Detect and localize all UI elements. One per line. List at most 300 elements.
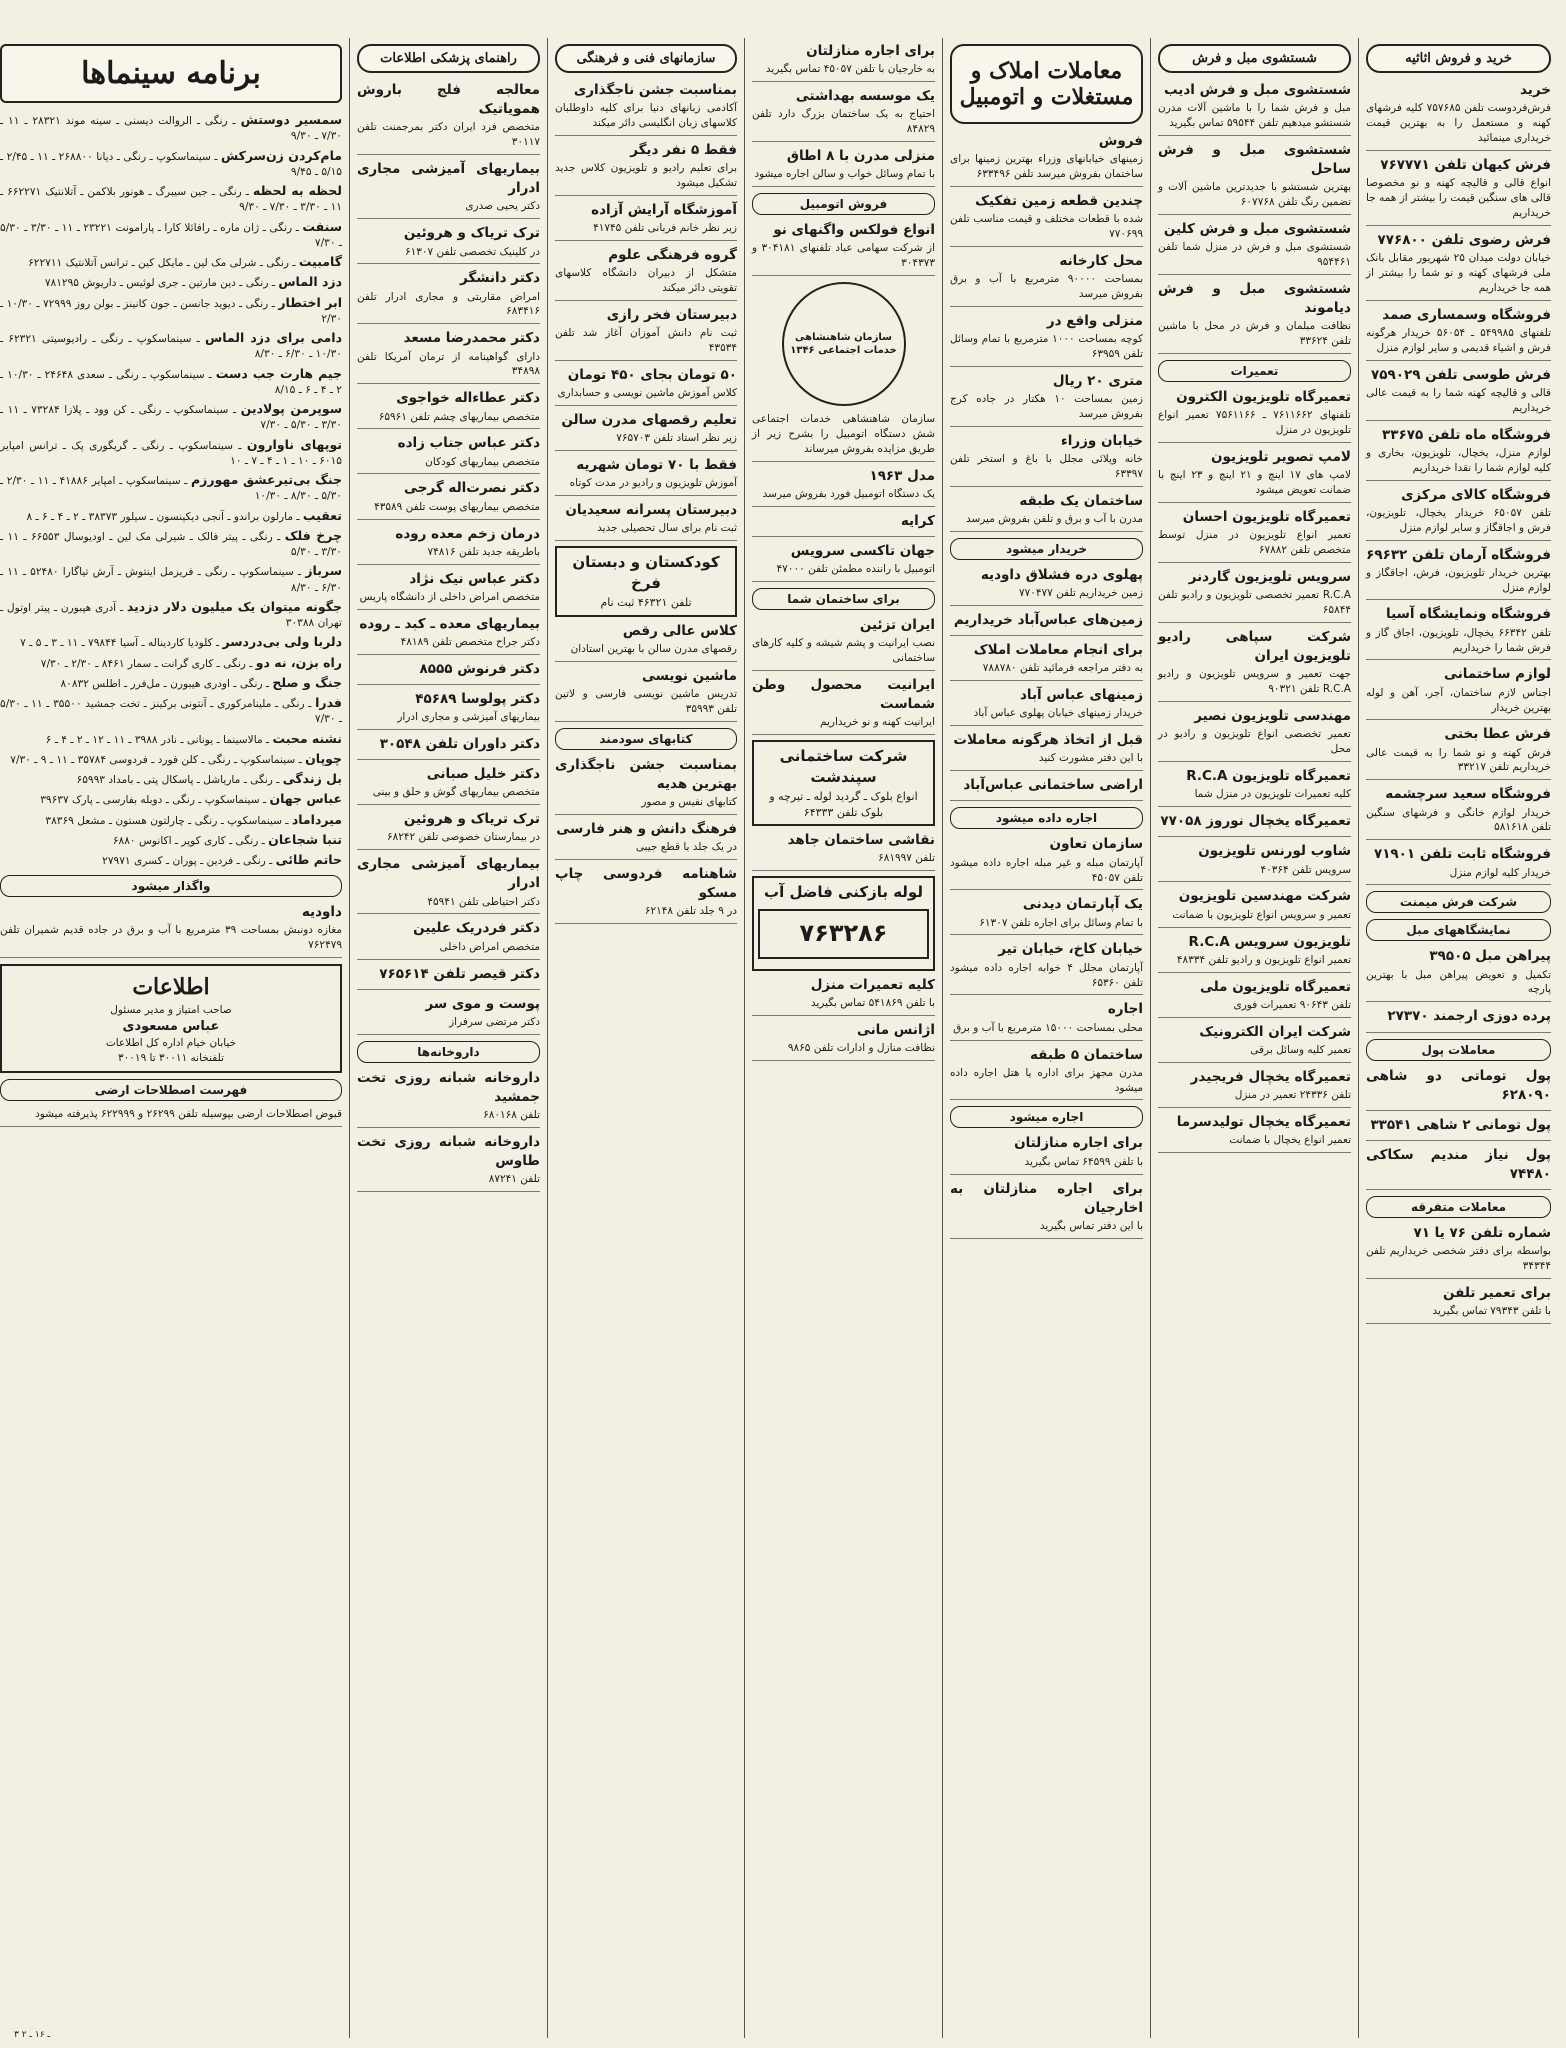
ad-item [752, 616, 935, 671]
film-details: ـ مارلون براندو ـ آنجی دیکینسون ـ سیلور ۳۸۳۷۳ ـ ۲ ـ ۴ ـ ۶ ـ ۸ [26, 510, 300, 523]
film-title: جگونه میتوان یک میلیون دلار دزدید [126, 598, 342, 614]
ad-item [357, 160, 540, 219]
sub-header-pharmacies: داروخانه‌ها [357, 1041, 540, 1063]
film-details: ـ سینماسکوپ ـ رنگی ـ گریگوری پک ـ ترانس امپایر ۶۰۱۵ ـ ۱۰ ـ ۱ ـ ۴ ـ ۷ ـ ۱۰ [0, 439, 342, 467]
ad-body: ثبت نام دانش آموزان آغاز شد تلفن ۴۳۵۳۴ [555, 327, 737, 355]
film-details: ـ سینماسکوپ ـ رنگی ـ کن وود ـ پلازا ۷۳۲۸۴ ـ ۱۱ ـ ۳/۳۰ ـ ۵/۳۰ ـ ۷/۳۰ [0, 404, 342, 432]
film-title: فدرا [315, 695, 342, 710]
ad-item [555, 501, 737, 541]
ad-body: به خارجیان با تلفن ۴۵۰۵۷ تماس بگیرید [765, 63, 935, 76]
ad-item [752, 512, 935, 537]
film-title: سنفت [302, 218, 343, 234]
ad-item [950, 492, 1143, 532]
ad-title: بمناسبت جشن ناجگذاری [573, 82, 737, 98]
ad-body: محلی بمساحت ۱۵۰۰۰ مترمربع با آب و برق [953, 1021, 1143, 1034]
ad-item [752, 676, 935, 735]
ad-title: دبیرستان پسرانه سعیدیان [565, 502, 737, 519]
film-details: ـ رنگی ـ ژان ماره ـ رافائلا کارا ـ پارامونت ۲۳۲۲۱ ـ ۱۱ ـ ۳/۳۰ ـ ۵/۳۰ ـ ۷/۳۰ [0, 221, 342, 249]
cinema-entry [0, 633, 342, 651]
ad-title: تعلیم رقصهای مدرن سالن [561, 412, 737, 428]
ad-title: فروشگاه سعید سرچشمه [1385, 786, 1551, 803]
ad-title: بیماریهای آمیزشی مجاری ادرار [357, 856, 540, 892]
ad-item [752, 87, 935, 142]
ad-body: آپارتمان مجلل ۴ خوابه اجاره داده میشود تلفن ۶۵۳۶۰ [950, 961, 1143, 989]
ad-item [1158, 508, 1351, 563]
ad-body: کلاس آموزش ماشین نویسی و حسابداری [557, 387, 737, 400]
ad-title: دکتر محمدرضا مسعد [403, 330, 540, 347]
ad-item [950, 686, 1143, 726]
ad-item [357, 1133, 540, 1192]
ad-item [1158, 1023, 1351, 1063]
film-title: چرخ فلک [284, 527, 342, 543]
ad-body: تعمیر انواع تلویزیون و رادیو تلفن ۴۸۳۳۴ [1176, 953, 1351, 966]
film-details: ـ آدری هپبورن ـ پیتر اوتول ـ تهران ۳۰۳۸۸ [0, 601, 342, 629]
ad-item [357, 810, 540, 850]
ad-item [1366, 725, 1551, 780]
ad-title: گروه فرهنگی علوم [608, 247, 737, 263]
ad-item [555, 246, 737, 301]
ad-title: کلیه تعمیرات منزل [810, 976, 935, 993]
cinema-entry [0, 598, 342, 632]
ad-body: از شرکت سهامی عباد تلفنهای ۳۰۴۱۸۱ و ۳۰۴۳۷۳ [752, 242, 935, 270]
ad-body: امراض مقاربتی و مجاری ادرار تلفن ۶۸۳۴۱۶ [357, 290, 540, 318]
film-details: ـ مالاسینما ـ یونانی ـ نادر ۳۹۸۸ ـ ۱۱ ـ ۱۲ ـ ۲ ـ ۴ ـ ۶ [45, 733, 270, 746]
ad-item [1366, 1146, 1551, 1190]
ad-title: فروش [1098, 133, 1143, 149]
ad-title: تعمیرگاه تلویزیون ملی [1199, 978, 1351, 995]
ad-item [950, 566, 1143, 606]
ad-item [357, 995, 540, 1035]
ad-body: ایرانیت کهنه و نو خریداریم [820, 716, 935, 729]
ad-title: دکتر فردریک علیین [413, 920, 540, 937]
ad-item [752, 542, 935, 582]
ad-item [950, 1180, 1143, 1239]
ad-title: ایرانیت محصول وطن شماست [752, 677, 935, 713]
cinema-entry [0, 674, 342, 692]
ad-title: فرش کیهان تلفن ۷۶۷۷۷۱ [1380, 156, 1551, 173]
ad-body: مدرن با آب و برق و تلفن بفروش میرسد [965, 512, 1143, 525]
ad-body: بیماریهای آمیزشی و مجاری ادرار [397, 711, 540, 724]
sub-header-repairs: تعمیرات [1158, 360, 1351, 382]
ad-item [950, 312, 1143, 367]
ad-body: جهت تعمیر و سرویس تلویزیون و رادیو R.C.A تلفن ۹۰۳۲۱ [1158, 668, 1351, 696]
ad-item [555, 141, 737, 196]
ad-item [1158, 812, 1351, 837]
ad-title: ساختمان ۵ طبقه [1029, 1046, 1143, 1063]
ad-body: زمین خریداریم تلفن ۷۷۰۴۷۷ [1018, 587, 1143, 600]
ad-body: تعمیر تخصصی انواع تلویزیون و رادیو در محل [1158, 728, 1351, 756]
ad-item [1366, 486, 1551, 541]
sub-header: خریدار میشود [950, 538, 1143, 560]
ad-title: نقاشی ساختمان جاهد [787, 832, 935, 849]
ad-item [950, 1046, 1143, 1101]
ad-title: پول توماتی دو شاهی ۶۲۸۰۹۰ [1366, 1067, 1551, 1103]
ad-item [555, 456, 737, 496]
cinema-entry [0, 750, 342, 768]
ad-item [1158, 842, 1351, 882]
ad-item [357, 690, 540, 730]
ad-body: قالی و قالیچه کهنه شما را به قیمت عالی خریداریم [1366, 386, 1551, 414]
cinema-entry [0, 365, 342, 399]
film-details: ـ سینماسکوپ ـ رنگی ـ رادیوسیتی ۶۲۳۲۱ ـ ۱۰/۳۰ ـ ۶/۳۰ ـ ۸/۳۰ [0, 333, 342, 361]
ad-item [950, 731, 1143, 771]
ad-title: درمان زخم معده روده [395, 525, 540, 542]
ad-title: شستشوی مبل و فرش ساحل [1158, 141, 1351, 178]
ad-body: تلفن ۹۰۶۴۳ تعمیرات فوری [1233, 998, 1351, 1011]
ad-body: تلفن ۴۶۳۲۱ ثبت نام [600, 596, 692, 610]
ad-body: در کلینیک تخصصی تلفن ۶۱۳۰۷ [404, 245, 540, 258]
ad-title: دکتر عطاءاله خواجوی [396, 390, 540, 407]
ad-body: دکتر یحیی صدری [465, 200, 540, 213]
ad-body: تلفن ۶۸۱۹۹۷ [878, 852, 935, 865]
film-details: ـ سینماسکوپ ـ رنگی ـ چارلتون هستون ـ مشعل ۳۸۳۶۹ [45, 814, 289, 827]
ad-body: زمینهای خیابانهای وزراء بهترین زمینها برای ساختمان بفروش میرسد تلفن ۶۳۳۴۹۶ [950, 153, 1143, 181]
ad-title: دکتر فرنوش ۸۵۵۵ [419, 660, 540, 677]
section-header-culture: سازمانهای فنی و فرهنگی [555, 44, 737, 73]
ad-body: تلفن ۶۵۰۵۷ خریدار یخچال، تلویزیون، فرش و اجاقگاز و سایر لوازم منزل [1366, 506, 1552, 534]
ad-item [950, 835, 1143, 890]
ad-body: فرش کهنه و نو شما را به قیمت عالی خریداریم تلفن ۳۳۲۱۷ [1366, 746, 1551, 774]
ad-body: با تلفن ۶۴۵۹۹ تماس بگیرید [1024, 1155, 1143, 1168]
film-title: جنگ بی‌تیرعشق مهورزم [191, 472, 342, 487]
ad-title: معالجه فلج باروش همویاتیک [357, 82, 540, 118]
ad-body: تعمیر و سرویس انواع تلویزیون با ضمانت [1172, 908, 1351, 921]
ad-item [1366, 665, 1551, 720]
ad-title: فرهنگ دانش و هنر فارسی [556, 820, 737, 837]
cinema-entry [0, 111, 342, 145]
ad-body: انواع بلوک ـ گردید لوله ـ تیرچه و بلوک تلفن ۶۴۳۳۳ [769, 790, 918, 819]
cinema-entry [0, 273, 342, 291]
ad-item [950, 940, 1143, 995]
ad-title: تعمیرگاه تلویزیون الکترون [1176, 389, 1351, 406]
ad-body: متشکل از دبیران دانشگاه کلاسهای تقویتی دائر میکند [555, 267, 737, 295]
section-header-doctors: راهنمای پزشکی اطلاعات [357, 44, 540, 73]
ad-title: ترک تریاک و هروئین [403, 225, 540, 242]
ad-body: خانه ویلائی مجلل با باغ و استخر تلفن ۶۳۳۹۷ [950, 453, 1143, 480]
ad-body: مغازه دونبش بمساحت ۳۹ مترمربع با آب و برق در جاده قدیم شمیران تلفن ۷۶۲۴۷۹ [0, 924, 342, 952]
ad-title: شرکت سپاهی رادیو تلویزیون ایران [1158, 629, 1351, 665]
ad-body: خیابان دولت میدان ۲۵ شهریور مقابل بانک ملی فرشهای کهنه و نو شما را بیشتر از همه جا خریداریم [1366, 251, 1551, 294]
ad-body: نظافت منازل و ادارات تلفن ۹۸۶۵ [787, 1041, 935, 1054]
ad-title: ماشین نویسی [641, 667, 737, 684]
page-code: ۳ ـ ۱۶ ـ ۲ [14, 2030, 51, 2040]
ad-item [950, 1000, 1143, 1040]
column-culture [547, 38, 744, 2038]
ad-title: فروشگاه وسمساری صمد [1382, 306, 1551, 323]
ad-item [357, 919, 540, 959]
ad-body: متخصص امراض داخلی از دانشگاه پاریس [359, 590, 540, 603]
ad-item [950, 252, 1143, 307]
ad-title: تعمیرگاه تلویزیون R.C.A [1186, 768, 1351, 785]
ad-title: دکتر نصرت‌اله گرجی [404, 480, 540, 497]
ad-title: دکتر قیصر تلفن ۷۶۵۶۱۴ [379, 965, 540, 982]
ad-title: آموزشگاه آرایش آزاده [591, 201, 737, 218]
film-title: سمسیر دوستش [240, 112, 342, 127]
ad-body: کوچه بمساحت ۱۰۰۰ مترمربع با تمام وسائل تلفن ۶۳۹۵۹ [950, 333, 1143, 360]
sub-header: معاملات پول [1366, 1039, 1551, 1061]
ad-body: در ۹ جلد تلفن ۶۲۱۴۸ [644, 905, 737, 918]
masthead-line: خیابان خیام اداره کل اطلاعات [105, 1036, 237, 1049]
ad-title: قبل از اتخاذ هرگونه معاملات [953, 732, 1143, 749]
ad-title: فروشگاه کالای مرکزی [1401, 486, 1551, 503]
ad-item [1366, 426, 1551, 481]
ad-title: بیماریهای آمیزشی مجاری ادرار [357, 161, 540, 197]
ad-title: شستشوی مبل و فرش کلین [1163, 221, 1351, 238]
cinema-entry [0, 147, 342, 181]
film-title: گامبیت [298, 254, 342, 269]
ad-title: یک موسسه بهداشتی [795, 88, 935, 105]
cinema-entry [0, 694, 342, 728]
ad-item [357, 81, 540, 155]
ad-item [1158, 81, 1351, 136]
film-details: ـ رنگی ـ جین سیبرگ ـ هونور بلاکمن ـ آتلانتیک ۶۶۲۲۷۱ ـ ۱۱ ـ ۳/۳۰ ـ ۷/۳۰ ـ ۹/۳۰ [0, 186, 342, 214]
ad-title: شستشوی مبل و فرش دیاموند [1158, 281, 1351, 317]
boxed-ad [555, 546, 737, 616]
ad-body: تلفن ۸۷۲۴۱ [488, 1173, 540, 1186]
ad-body: تلفن ۶۸۰۱۶۸ [483, 1109, 540, 1122]
ad-item [357, 735, 540, 760]
ad-item [1366, 231, 1551, 301]
ad-body: کتابهای نفیس و مصور [641, 795, 737, 808]
ad-item [950, 192, 1143, 247]
film-title: دامی برای دزد الماس [204, 330, 342, 345]
ad-item [357, 269, 540, 324]
ad-title: دکتر داوران تلفن ۳۰۵۴۸ [379, 735, 540, 752]
ad-body: مدرن مجهز برای اداره یا هتل اجاره داده میشود [950, 1066, 1143, 1094]
ad-title: دکتر عباس جناب زاده [397, 435, 540, 452]
ad-item [357, 1069, 540, 1128]
ad-title: فرش طوسی تلفن ۷۵۹۰۲۹ [1371, 366, 1551, 383]
ad-item [1366, 156, 1551, 226]
sub-header: نمایشگاههای مبل [1366, 919, 1551, 941]
column-cinema [0, 38, 349, 2038]
ad-item [950, 776, 1143, 801]
ad-body: بهترین خریدار تلویزیون، فرش، اجاقگاز و لوازم منزل [1366, 566, 1551, 594]
ad-title: کلاس عالی رقص [622, 622, 737, 639]
ad-item [1158, 220, 1351, 275]
film-details: ـ رنگی ـ اودری هیبورن ـ مل‌فرر ـ اطلس ۸۰۸۳۲ [60, 677, 270, 690]
section-header-realestate: معاملات املاک و مستغلات و اتومبیل [950, 44, 1143, 124]
ad-item [555, 366, 737, 406]
ad-body: فرش‌فردوست تلفن ۷۵۷۶۸۵ کلیه فرشهای کهنه و مستعمل را به بهترین قیمت خریداری مینمائید [1366, 102, 1551, 144]
section-header-buysell: خرید و فروش اثاثیه [1366, 44, 1551, 73]
ad-title: پرده دوزی ارجمند ۲۷۳۷۰ [1387, 1008, 1551, 1025]
ad-title: مدل ۱۹۶۳ [869, 467, 935, 484]
ad-body: نصب ایرانیت و پشم شیشه و کلیه کارهای ساختمانی [752, 637, 935, 665]
ad-body: خریدار کلیه لوازم منزل [1449, 866, 1551, 879]
film-details: ـ رنگی ـ پیتر فالک ـ شیرلی مک لین ـ اودیوسال ۶۶۵۵۳ ـ ۱۱ ـ ۳/۳۰ ـ ۵/۳۰ [0, 530, 342, 558]
ad-body: متخصص بیماریهای چشم تلفن ۶۵۹۶۱ [378, 410, 540, 423]
ad-item [1366, 1224, 1551, 1279]
ad-title: چندین قطعه زمین تفکیک [975, 192, 1143, 209]
ad-item [357, 570, 540, 610]
ad-item [555, 622, 737, 662]
ad-title: زمینهای عباس آباد [1019, 687, 1143, 704]
ad-item [1158, 141, 1351, 215]
ad-title: فروشگاه ماه تلفن ۳۳۶۷۵ [1382, 426, 1551, 443]
film-title: مام‌کردن زن‌سرکش [220, 147, 343, 163]
cinema-entry [0, 218, 342, 252]
ad-title: خیابان کاخ، خیابان تیر [998, 941, 1143, 958]
cinema-entry [0, 294, 342, 328]
ad-title: شرکت مهندسین تلویزیون [1178, 888, 1351, 905]
ad-title: دکتر پولوسا ۴۵۶۸۹ [415, 690, 540, 707]
ad-body: تکمیل و تعویض پیراهن مبل با بهترین پارچه [1366, 968, 1551, 996]
ad-item [555, 865, 737, 924]
film-details: ـ سینماسکوپ ـ امپایر ۴۱۸۸۶ ـ ۱۱ ـ ۲/۳۰ ـ ۵/۳۰ ـ ۸/۳۰ ـ ۱۰/۳۰ [0, 475, 342, 503]
ad-item [1366, 546, 1551, 601]
film-title: ابر اختطار [278, 294, 342, 310]
ad-body: یک دستگاه اتومبیل فورد بفروش میرسد [762, 487, 935, 500]
ad-body: بواسطه برای دفتر شخصی خریداریم تلفن ۳۴۳۴۴ [1366, 1245, 1551, 1273]
ad-item [1158, 933, 1351, 973]
film-title: عباس جهان [269, 791, 342, 807]
ad-item [950, 132, 1143, 187]
ad-item [1366, 306, 1551, 361]
ad-title: لوازم ساختمانی [1444, 666, 1551, 683]
ad-body: بهترین شستشو با جدیدترین ماشین آلات و تضمین رنگ تلفن ۶۰۷۷۶۸ [1158, 181, 1351, 209]
ad-body: تلفنهای ۷۶۱۱۶۶۲ ـ ۷۵۶۱۱۶۶ تعمیر انواع تلویزیون در منزل [1158, 409, 1351, 437]
ad-title: تعمیرگاه یخچال فریجیدر [1190, 1068, 1351, 1085]
film-details: ـ رنگی ـ ماریاشل ـ پاسکال پتی ـ بامداد ۶۵۹۹۳ [76, 774, 280, 786]
film-title: لحظه به لحظه [252, 183, 343, 198]
ad-item [1158, 568, 1351, 623]
newspaper-logo: اطلاعات [132, 974, 210, 1001]
column-doctors [349, 38, 547, 2038]
ad-item [357, 615, 540, 655]
cinema-entry [0, 851, 342, 869]
ad-body: احتیاج به یک ساختمان بزرگ دارد تلفن ۸۴۸۲۹ [752, 108, 935, 136]
ad-body: آپارتمان مبله و غیر مبله اجاره داده میشود تلفن ۴۵۰۵۷ [950, 856, 1143, 884]
sub-header-land-terms: فهرست اصطلاحات ارضی [0, 1079, 342, 1101]
film-details: ـ سینماسکوپ ـ رنگی ـ دوبله بفارسی ـ پارک ۳۹۶۳۷ [40, 794, 267, 807]
ad-item [555, 411, 737, 451]
ad-body: تلفن ۶۶۳۴۲ یخچال، تلویزیون، اجاق گاز و فرش شما را خریداریم [1366, 626, 1551, 654]
ad-body: باطریقه جدید تلفن ۷۴۸۱۶ [427, 545, 540, 558]
ad-body: ثبت نام برای سال تحصیلی جدید [597, 522, 737, 535]
masthead-line: تلفنخانه ۳۰۰۱۱ تا ۳۰۰۱۹ [118, 1051, 224, 1064]
column-realestate [942, 38, 1150, 2038]
film-title: توپهای ناوارون [246, 436, 343, 452]
film-title: دلربا ولی بی‌دردسر [222, 634, 342, 650]
cinema-entry [0, 527, 342, 561]
film-details: ـ رنگی ـ دین مارتین ـ جری لوئیس ـ داریوش ۷۸۱۲۹۵ [44, 277, 275, 290]
ad-item [1158, 448, 1351, 503]
cinema-entry [0, 253, 342, 271]
ad-item [357, 660, 540, 685]
ad-item [1158, 1068, 1351, 1108]
ad-title: بیماریهای معده ـ کبد ـ روده [359, 615, 540, 632]
ad-title: تعمیرگاه تلویزیون احسان [1182, 509, 1351, 526]
film-title: سوپرمن پولادین [240, 401, 342, 416]
film-title: جنگ و صلح [272, 674, 342, 690]
ad-body: تعمیر انواع تلویزیون در منزل توسط متخصص تلفن ۶۷۸۸۲ [1158, 529, 1351, 557]
ad-item [950, 432, 1143, 487]
ad-title: فرش رضوی تلفن ۷۷۶۸۰۰ [1377, 231, 1551, 248]
ad-title: تعمیرگاه یخچال تولیدسرما [1176, 1113, 1351, 1130]
film-title: چوپان [305, 750, 342, 766]
ad-title: شاهنامه فردوسی چاپ مسکو [555, 865, 737, 902]
ad-title: برای اجاره منازلتان به اخارجیان [950, 1180, 1143, 1216]
ad-title: لوله بازکنی فاضل آب [764, 883, 923, 902]
masthead-line: عباس مسعودی [122, 1018, 220, 1034]
ad-item [1366, 785, 1551, 840]
film-title: تعقیب [302, 507, 342, 523]
cinema-entry [0, 770, 342, 788]
film-details: ـ کلودیا کاردیناله ـ آسیا ۷۹۸۴۴ ـ ۱۱ ـ ۳ ـ ۵ ـ ۷ [20, 637, 220, 650]
ad-title: خیابان وزراء [1060, 432, 1143, 449]
cinema-entry [0, 507, 342, 525]
ad-title: پیراهن مبل ۳۹۵۰۵ [1429, 948, 1551, 965]
ad-body: تدریس ماشین نویسی فارسی و لاتین تلفن ۳۵۹۹۳ [555, 687, 737, 715]
ad-body: دارای گواهینامه از ترمان آمریکا تلفن ۳۴۸۹۸ [357, 350, 540, 378]
ad-body: با این دفتر تماس بگیرید [1039, 1219, 1143, 1232]
ad-body: با این دفتر مشورت کنید [1038, 752, 1143, 765]
ad-body: متخصص بیماریهای گوش و حلق و بینی [372, 786, 540, 799]
ad-title: مهندسی تلویزیون نصیر [1194, 708, 1351, 725]
ad-title: سرویس تلویزیون گاردنر [1188, 569, 1351, 586]
ad-title: پول تومانی ۲ شاهی ۳۳۵۴۱ [1370, 1116, 1551, 1133]
ad-body: انواع قالی و قالیچه کهنه و نو مخصوصا قالی های سنگین قیمت را بیشتر از همه جا خریداریم [1366, 177, 1551, 219]
ad-item [1158, 978, 1351, 1018]
film-title: دزد الماس [278, 274, 342, 290]
ad-item [1366, 1284, 1551, 1324]
ad-title: انواع فولکس واگنهای نو [773, 222, 935, 239]
film-details: ـ سینماسکوپ ـ رنگی ـ فریزمل اینتوش ـ آرش تیاگارا ۵۲۴۸۰ ـ ۱۱ ـ ۶/۳۰ ـ ۸/۳۰ [0, 566, 342, 594]
ad-title: فروشگاه ونمایشگاه آسیا [1386, 606, 1551, 623]
ad-title: فروشگاه آرمان تلفن ۶۹۶۳۲ [1366, 546, 1551, 563]
ad-body: سرویس تلفن ۴۰۳۶۴ [1260, 863, 1351, 876]
ad-title: متری ۲۰ ریال [1052, 372, 1143, 389]
ad-body: شستشوی مبل و فرش در منزل شما تلفن ۹۵۴۴۶۱ [1158, 241, 1351, 269]
ad-title: شرکت ایران الکترونیک [1199, 1023, 1351, 1040]
phone-number: ۷۶۳۲۸۶ [758, 909, 929, 959]
film-title: نشنه محبت [272, 730, 342, 746]
ad-body: در بیمارستان خصوصی تلفن ۶۸۲۴۲ [387, 831, 540, 844]
ad-body: زمین بمساحت ۱۰ هکتار در جاده کرج بفروش میرسد [950, 393, 1143, 420]
ad-body: دکتر احتیاطی تلفن ۴۵۹۴۱ [427, 895, 540, 908]
ad-body: نظافت مبلمان و فرش در محل با ماشین تلفن ۳۳۶۲۴ [1158, 320, 1351, 348]
ad-body: متخصص بیماریهای پوست تلفن ۴۳۵۸۹ [374, 500, 540, 513]
ad-body: با تلفن ۵۴۱۸۶۹ تماس بگیرید [810, 996, 935, 1009]
ad-item [950, 895, 1143, 935]
film-details: ـ رنگی ـ دیوید جانسن ـ جون کانینز ـ بولن روز ۷۲۹۹۹ ـ ۱۰/۳۰ ـ ۲/۳۰ [0, 297, 342, 325]
sub-header: برای ساختمان شما [752, 588, 935, 610]
ad-title: خرید [1520, 82, 1551, 98]
ad-title: شاوب لورنس تلویزیون [1198, 843, 1351, 860]
masthead-box [0, 964, 342, 1073]
ad-item [1366, 366, 1551, 421]
ad-body: به دفتر مراجعه فرمائید تلفن ۷۸۸۷۸۰ [982, 662, 1143, 675]
ad-title: فقط ۵ نفر دیگر [630, 141, 737, 158]
boxed-ad-plumbing [752, 876, 935, 971]
ad-title: ایران تزئین [859, 617, 935, 634]
sub-header: شرکت فرش میمنت [1366, 891, 1551, 913]
ad-title: برای تعمیر تلفن [1443, 1285, 1551, 1302]
ad-body: رقصهای مدرن سالن با بهترین استادان [570, 642, 737, 655]
ad-title: فرش عطا بختی [1444, 726, 1551, 743]
film-details: ـ رنگی ـ کاری گرانت ـ سمار ۸۴۶۱ ـ ۲/۳۰ ـ ۷/۳۰ [40, 657, 253, 670]
film-title: تنبا شجاعان [268, 831, 342, 847]
ad-title: کودکستان و دبستان فرخ [572, 553, 720, 593]
ad-title: شرکت ساختمانی سپندشت [779, 747, 908, 787]
ad-body: R.C.A تعمیر تخصصی تلویزیون و رادیو تلفن ۶۵۸۴۴ [1158, 589, 1351, 617]
ad-body: خریدار لوازم خانگی و فرشهای سنگین تلفن ۵۸۱۶۱۸ [1366, 806, 1551, 834]
ad-body: در یک جلد با قطع جیبی [635, 840, 737, 853]
ad-item [555, 667, 737, 722]
ad-title: منزلی مدرن با ۸ اطاق [786, 148, 935, 165]
ad-item [752, 1021, 935, 1061]
